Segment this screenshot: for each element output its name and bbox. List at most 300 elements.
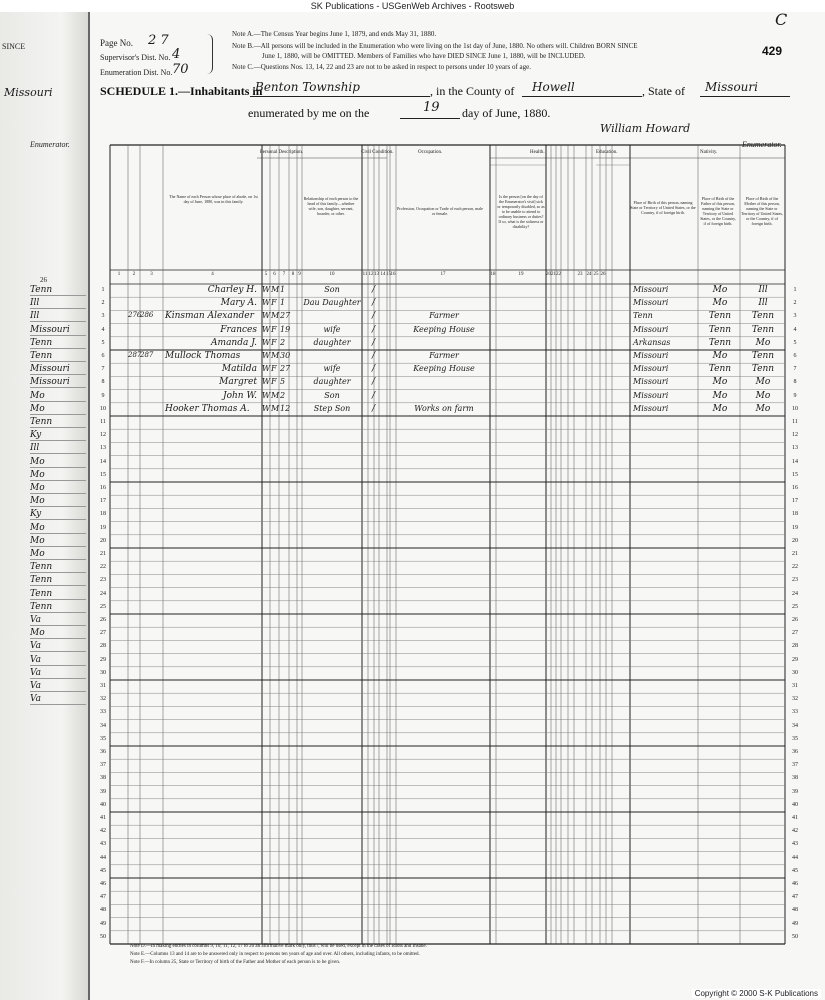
fragment-enumerator: Enumerator. (30, 140, 70, 149)
father-birthplace-value: Tenn (708, 364, 732, 375)
sex-code: M (271, 390, 280, 400)
line-number-left: 30 (100, 669, 106, 676)
column-number: 14 (380, 272, 386, 277)
person-name: Frances (220, 324, 257, 335)
column-number: 7 (282, 272, 286, 277)
age-value: 27 (280, 311, 291, 321)
person-name: Mullock Thomas (165, 351, 241, 361)
fragment-birthplace: Va (30, 615, 86, 626)
fragment-birthplace: Missouri (30, 325, 86, 336)
fragment-handwritten: Missouri (4, 86, 53, 99)
line-number-right: 24 (792, 590, 798, 597)
header-birth-father: Place of Birth of the Father of this person, naming the State or Territory of United States, or the Country, if of foreign birth. (700, 196, 736, 226)
line-number-left: 46 (100, 881, 106, 887)
state-label: , State of (642, 84, 685, 98)
line-number-left: 3 (101, 313, 105, 320)
enumerator-label: Enumerator. (742, 140, 782, 149)
enumeration-district-label: Enumeration Dist. No. (100, 68, 173, 77)
dwelling-number: 287 (128, 351, 142, 359)
county-label: , in the County of (430, 84, 515, 98)
person-name: Kinsman Alexander (165, 311, 254, 322)
family-number: 287 (140, 351, 154, 359)
note-b-line-2: June 1, 1880, will be OMITTED. Members of Families who have DIED SINCE June 1, 1880, will be INCLUDED. (262, 52, 586, 60)
birthplace-value: Tenn (633, 311, 653, 321)
father-birthplace-value: Tenn (708, 311, 732, 322)
line-number-left: 39 (100, 788, 106, 795)
column-number: 15 (386, 272, 391, 277)
sex-code: F (271, 337, 277, 347)
line-number-left: 33 (100, 709, 106, 716)
relationship-value: Son (324, 390, 340, 400)
line-number-right: 36 (792, 749, 798, 755)
civil-mark: / (372, 390, 376, 401)
line-number-left: 26 (100, 617, 106, 623)
line-number-right: 11 (792, 419, 798, 425)
line-number-right: 25 (792, 603, 798, 610)
fragment-birthplace: Tenn (30, 338, 86, 349)
line-number-left: 23 (100, 577, 106, 584)
birthplace-value: Missouri (633, 377, 669, 387)
color-code: W (262, 337, 271, 347)
relationship-value: wife (323, 324, 341, 334)
line-number-right: 41 (792, 815, 798, 821)
civil-mark: / (372, 324, 376, 335)
line-number-left: 11 (100, 419, 106, 425)
header-name: The Name of each Person whose place of abode, on 1st day of June, 1880, was in this family. (169, 194, 258, 204)
line-number-right: 5 (793, 339, 797, 346)
birthplace-value: Missouri (633, 298, 669, 308)
relationship-value: Son (324, 285, 340, 294)
line-number-right: 50 (792, 933, 798, 940)
line-number-right: 26 (792, 617, 798, 623)
mother-birthplace-value: Mo (755, 390, 771, 401)
line-number-right: 30 (792, 669, 798, 676)
fragment-birthplace: Tenn (30, 351, 86, 362)
sex-code: M (271, 351, 280, 360)
father-birthplace-value: Tenn (708, 324, 732, 335)
fragment-column-number: 26 (40, 276, 47, 284)
line-number-right: 2 (793, 300, 797, 307)
line-number-left: 28 (100, 643, 106, 650)
line-number-left: 4 (101, 326, 105, 333)
column-number: 21 (551, 272, 556, 277)
fragment-birthplace: Missouri (30, 377, 86, 388)
column-number: 8 (291, 272, 295, 277)
line-number-left: 19 (100, 524, 106, 531)
line-number-left: 20 (100, 537, 106, 544)
line-number-left: 48 (100, 907, 106, 914)
note-a: Note A.—The Census Year begins June 1, 1879, and ends May 31, 1880. (232, 30, 437, 38)
sex-code: F (271, 298, 277, 308)
line-number-left: 50 (100, 933, 106, 940)
father-birthplace-value: Mo (712, 298, 728, 309)
person-name: Matilda (221, 364, 257, 375)
group-occupation: Occupation. (418, 150, 443, 155)
civil-mark: / (372, 298, 376, 309)
person-name: Amanda J. (211, 337, 257, 348)
person-name: Margret (219, 377, 257, 388)
birthplace-value: Missouri (633, 364, 669, 374)
family-number: 286 (140, 311, 154, 320)
page-number-value: 2 7 (148, 33, 169, 48)
sex-code: M (271, 311, 280, 321)
sex-code: F (271, 324, 277, 334)
person-name: Charley H. (207, 285, 257, 295)
fragment-birthplace: Tenn (30, 589, 86, 600)
enumeration-day: 19 (423, 100, 440, 115)
fragment-birthplace: Tenn (30, 562, 86, 573)
relationship-value: daughter (313, 377, 351, 387)
column-number: 22 (556, 272, 561, 277)
color-code: W (262, 390, 271, 400)
line-number-right: 17 (792, 498, 798, 505)
relationship-value: Dau Daughter (303, 298, 361, 308)
mother-birthplace-value: Tenn (751, 324, 775, 335)
dwelling-number: 276 (128, 311, 142, 320)
mother-birthplace-value: Mo (755, 377, 771, 388)
sex-code: F (271, 377, 277, 387)
note-b-line-1: Note B.—All persons will be included in the Enumeration who were living on the 1st day of June, 1880. No others will. Children BORN SINCE (232, 42, 638, 50)
line-number-right: 37 (792, 762, 798, 769)
birthplace-value: Missouri (633, 403, 669, 413)
fragment-birthplace: Ill (30, 298, 86, 309)
column-number: 12 (368, 272, 374, 277)
line-number-left: 40 (100, 801, 106, 808)
line-number-left: 35 (100, 735, 106, 742)
line-number-left: 16 (100, 485, 106, 491)
line-number-right: 23 (792, 577, 798, 584)
line-number-left: 21 (100, 551, 106, 557)
line-number-right: 3 (793, 313, 797, 320)
mother-birthplace-value: Mo (755, 337, 771, 348)
column-number: 26 (600, 272, 606, 277)
line-number-right: 28 (792, 643, 798, 650)
line-number-right: 20 (792, 537, 798, 544)
column-number: 23 (577, 272, 583, 277)
occupation-value: Keeping House (413, 324, 475, 334)
enumerated-label: enumerated by me on the (248, 106, 370, 120)
civil-mark: / (372, 351, 376, 361)
line-number-left: 22 (100, 564, 106, 571)
birthplace-value: Missouri (633, 324, 669, 334)
sex-code: F (271, 364, 277, 374)
footer-note-3: Note F.—In column 25, State or Territory of birth of the Father and Mother of each person is to be given. (130, 960, 341, 965)
line-number-left: 36 (100, 749, 106, 755)
fragment-birthplace: Va (30, 641, 86, 652)
group-education: Education. (596, 150, 618, 155)
line-number-left: 32 (100, 696, 106, 703)
civil-mark: / (372, 311, 376, 322)
color-code: W (262, 298, 271, 308)
header-profession: Profession, Occupation or Trade of each person, male or female. (397, 206, 483, 216)
line-number-left: 5 (101, 339, 105, 346)
supervisor-district-value: 4 (172, 47, 181, 62)
page-stamp: 429 (762, 44, 783, 58)
township-value: Benton Township (255, 80, 360, 94)
relationship-value: daughter (313, 337, 351, 347)
person-name: John W. (222, 390, 257, 401)
relationship-value: wife (323, 364, 341, 374)
age-value: 5 (280, 377, 286, 387)
line-number-right: 10 (792, 405, 798, 412)
fragment-birthplace: Ky (30, 509, 86, 520)
group-health: Health. (530, 150, 545, 155)
line-number-right: 40 (792, 801, 798, 808)
father-birthplace-value: Mo (712, 351, 728, 361)
color-code: W (262, 351, 271, 360)
color-code: W (262, 285, 271, 294)
fragment-birthplace: Tenn (30, 285, 86, 296)
mother-birthplace-value: Tenn (751, 364, 775, 375)
father-birthplace-value: Mo (712, 403, 728, 414)
header-birth-self: Place of Birth of this person, naming State or Territory of United States, or the Country, if of foreign birth. (630, 200, 696, 215)
birthplace-value: Missouri (633, 285, 669, 294)
column-number: 24 (586, 272, 592, 277)
color-code: W (262, 311, 271, 321)
line-number-right: 14 (792, 458, 798, 465)
column-number: 5 (264, 272, 268, 277)
line-number-right: 16 (792, 485, 798, 491)
column-number: 25 (593, 272, 599, 277)
line-number-left: 15 (100, 471, 106, 478)
column-number: 11 (362, 272, 368, 277)
line-number-right: 13 (792, 445, 798, 452)
line-number-left: 42 (100, 828, 106, 835)
line-number-right: 7 (793, 366, 797, 373)
fragment-birthplace: Va (30, 655, 86, 666)
age-value: 1 (280, 285, 286, 294)
fragment-birthplace: Tenn (30, 602, 86, 613)
age-value: 2 (280, 390, 286, 400)
person-name: Mary A. (220, 298, 257, 309)
age-value: 12 (280, 403, 291, 413)
line-number-left: 24 (100, 590, 106, 597)
column-number: 3 (150, 272, 153, 277)
line-number-left: 9 (101, 392, 105, 399)
column-number: 1 (117, 272, 121, 277)
line-number-left: 25 (100, 603, 106, 610)
occupation-value: Farmer (429, 311, 459, 321)
age-value: 30 (280, 351, 291, 360)
line-number-right: 34 (792, 722, 798, 729)
person-name: Hooker Thomas A. (165, 403, 250, 414)
fragment-birthplace: Missouri (30, 364, 86, 375)
color-code: W (262, 403, 271, 413)
color-code: W (262, 324, 271, 334)
occupation-value: Works on farm (414, 403, 474, 413)
line-number-left: 41 (100, 815, 106, 821)
column-number: 4 (211, 272, 214, 277)
column-number: 13 (374, 272, 379, 277)
line-number-right: 45 (792, 867, 798, 874)
fragment-birthplace: Mo (30, 404, 86, 415)
birthplace-value: Missouri (633, 351, 669, 360)
line-number-right: 33 (792, 709, 798, 716)
line-number-right: 9 (793, 392, 797, 399)
mother-birthplace-value: Mo (755, 403, 771, 414)
sex-code: M (271, 285, 280, 294)
fragment-birthplace: Tenn (30, 417, 86, 428)
mother-birthplace-value: Ill (758, 298, 768, 309)
line-number-right: 19 (792, 524, 798, 531)
line-number-left: 49 (100, 920, 106, 927)
color-code: W (262, 364, 271, 374)
line-number-left: 27 (100, 630, 106, 637)
fragment-birthplace: Mo (30, 523, 86, 534)
line-number-right: 35 (792, 735, 798, 742)
fragment-birthplace: Va (30, 694, 86, 705)
column-number: 17 (440, 272, 446, 277)
schedule-label: SCHEDULE 1.—Inhabitants in (100, 84, 263, 98)
line-number-left: 13 (100, 445, 106, 452)
line-number-right: 12 (792, 432, 798, 439)
line-number-left: 7 (101, 366, 105, 373)
line-number-left: 29 (100, 656, 106, 663)
mother-birthplace-value: Tenn (751, 311, 775, 322)
father-birthplace-value: Mo (712, 390, 728, 401)
line-number-right: 38 (792, 775, 798, 782)
line-number-right: 18 (792, 511, 798, 518)
line-number-right: 4 (793, 326, 797, 333)
column-number: 19 (518, 272, 524, 277)
line-number-left: 43 (100, 841, 106, 848)
fragment-birthplace: Mo (30, 496, 86, 507)
relationship-value: Step Son (313, 403, 351, 413)
line-number-right: 8 (793, 379, 797, 386)
column-number: 10 (329, 272, 335, 277)
copyright: Copyright © 2000 S-K Publications (692, 989, 821, 998)
line-number-right: 44 (792, 854, 798, 861)
line-number-right: 39 (792, 788, 798, 795)
month-label: day of June, 1880. (462, 106, 551, 120)
line-number-right: 1 (793, 287, 797, 293)
civil-mark: / (372, 337, 376, 348)
fragment-top-word: SINCE (2, 42, 26, 51)
fragment-birthplace: Mo (30, 628, 86, 639)
fragment-birthplace: Va (30, 668, 86, 679)
age-value: 2 (280, 337, 286, 347)
occupation-value: Farmer (429, 351, 459, 360)
supervisor-district-label: Supervisor's Dist. No. (100, 53, 171, 62)
line-number-right: 31 (792, 683, 798, 689)
fragment-birthplace: Mo (30, 391, 86, 402)
county-value: Howell (532, 80, 575, 94)
line-number-left: 37 (100, 762, 106, 769)
line-number-right: 6 (793, 353, 797, 359)
corner-mark: C (775, 10, 788, 29)
line-number-right: 29 (792, 656, 798, 663)
age-value: 19 (280, 324, 291, 334)
page-number-label: Page No. (100, 38, 133, 48)
line-number-right: 43 (792, 841, 798, 848)
line-number-left: 10 (100, 405, 106, 412)
line-number-right: 32 (792, 696, 798, 703)
line-number-left: 31 (100, 683, 106, 689)
fragment-birthplace: Ill (30, 311, 86, 322)
banner: SK Publications - USGenWeb Archives - Rootsweb (0, 0, 825, 12)
note-c: Note C.—Questions Nos. 13, 14, 22 and 23 are not to be asked in respect to persons under 10 years of age. (232, 63, 531, 71)
fragment-birthplace: Tenn (30, 575, 86, 586)
fragment-birthplace: Va (30, 681, 86, 692)
column-number: 16 (390, 272, 396, 277)
line-number-right: 42 (792, 828, 798, 835)
header-sickness: Is the person [on the day of the Enumerator's visit] sick or temporarily disabled, so as to be unable to attend to ordinary business or duties? If so, what is the sickness or disability? (497, 194, 545, 229)
column-number: 6 (273, 272, 276, 277)
group-nativity: Nativity. (700, 150, 718, 155)
column-number: 2 (132, 272, 136, 277)
line-number-left: 8 (101, 379, 105, 386)
mother-birthplace-value: Tenn (751, 351, 775, 361)
birthplace-value: Arkansas (633, 337, 671, 347)
father-birthplace-value: Mo (712, 377, 728, 388)
fragment-birthplace: Mo (30, 549, 86, 560)
color-code: W (262, 377, 271, 387)
fragment-birthplace: Mo (30, 457, 86, 468)
fragment-birthplace: Mo (30, 483, 86, 494)
line-number-right: 46 (792, 881, 798, 887)
occupation-value: Keeping House (413, 364, 475, 374)
state-value: Missouri (705, 80, 758, 94)
father-birthplace-value: Mo (712, 285, 728, 295)
civil-mark: / (372, 377, 376, 388)
line-number-left: 12 (100, 432, 106, 439)
line-number-left: 47 (100, 894, 106, 901)
line-number-left: 6 (101, 353, 105, 359)
header-birth-mother: Place of Birth of the Mother of this person, naming the State or Territory of United States, or the Country, if of foreign birth. (741, 196, 783, 226)
line-number-left: 38 (100, 775, 106, 782)
mother-birthplace-value: Ill (758, 285, 768, 295)
column-number: 18 (490, 272, 496, 277)
footer-note-1: Note D.—In making entries in columns 9, 10, 11, 12, 17 to 20 an affirmative mark only, thus /, will be used, except in the cases of Idiots and Insane. (130, 944, 427, 949)
column-number: 20 (546, 272, 551, 277)
group-civil: Civil Condition. (361, 150, 394, 155)
fragment-birthplace: Ky (30, 430, 86, 441)
line-number-left: 1 (101, 287, 105, 293)
line-number-right: 47 (792, 894, 798, 901)
line-number-left: 44 (100, 854, 106, 861)
column-number: 9 (298, 272, 301, 277)
fragment-birthplace: Mo (30, 536, 86, 547)
birthplace-value: Missouri (633, 390, 669, 400)
line-number-left: 18 (100, 511, 106, 518)
sex-code: M (271, 403, 280, 413)
line-number-right: 48 (792, 907, 798, 914)
footer-note-2: Note E.—Columns 13 and 14 are to be answered only in respect to persons ten years of age and over. All others, including infants, to be omitted. (130, 952, 420, 957)
line-number-right: 15 (792, 471, 798, 478)
age-value: 1 (280, 298, 286, 308)
line-number-left: 2 (101, 300, 105, 307)
line-number-right: 21 (792, 551, 798, 557)
line-number-left: 17 (100, 498, 106, 505)
civil-mark: / (372, 403, 376, 414)
header-relationship: Relationship of each person to the head of this family—whether wife, son, daughter, servant, boarder, or other. (303, 196, 359, 216)
line-number-right: 27 (792, 630, 798, 637)
age-value: 27 (280, 364, 291, 374)
line-number-left: 14 (100, 458, 106, 465)
line-number-right: 22 (792, 564, 798, 571)
enumerator-signature: William Howard (600, 122, 691, 135)
civil-mark: / (372, 285, 376, 295)
fragment-birthplace: Ill (30, 443, 86, 454)
line-number-left: 34 (100, 722, 106, 729)
fragment-birthplace: Mo (30, 470, 86, 481)
civil-mark: / (372, 364, 376, 375)
line-number-left: 45 (100, 867, 106, 874)
group-personal: Personal Description. (260, 150, 304, 155)
line-number-right: 49 (792, 920, 798, 927)
enumeration-district-value: 70 (172, 62, 189, 77)
father-birthplace-value: Tenn (708, 337, 732, 348)
